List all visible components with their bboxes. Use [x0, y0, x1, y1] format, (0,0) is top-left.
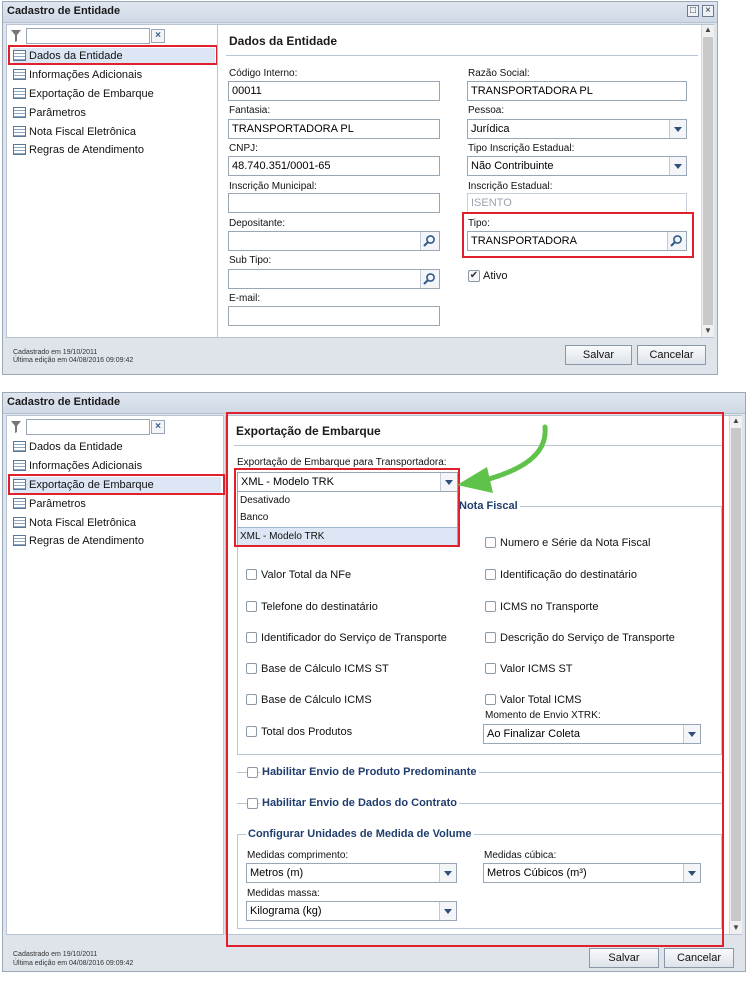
cubica-value: Metros Cúbicos (m³): [487, 867, 587, 879]
sidebar-item-label: Dados da Entidade: [29, 441, 123, 453]
pessoa-select[interactable]: [467, 119, 687, 139]
highlight-sidebar-exportacao: [8, 474, 225, 495]
highlight-export-dropdown: [234, 468, 460, 547]
ie-field: ISENTO: [467, 193, 687, 213]
ativo-checkbox[interactable]: ✔: [469, 270, 479, 281]
cubica-label: Medidas cúbica:: [484, 850, 557, 861]
checkbox-label: Identificação do destinatário: [500, 569, 637, 581]
scroll-down-icon[interactable]: ▼: [704, 326, 712, 335]
filter-icon: [11, 421, 21, 433]
scroll-down-icon[interactable]: ▼: [732, 923, 740, 932]
cnpj-label: CNPJ:: [229, 143, 258, 154]
cancel-button[interactable]: Cancelar: [664, 948, 734, 968]
list-icon: [13, 535, 26, 546]
divider: [226, 55, 698, 56]
list-icon: [13, 126, 26, 137]
search-icon[interactable]: [420, 232, 439, 250]
created-info: Cadastrado em 19/10/2011: [13, 951, 98, 958]
pessoa-value: Jurídica: [471, 123, 510, 135]
list-icon: [13, 144, 26, 155]
razao-field[interactable]: TRANSPORTADORA PL: [467, 81, 687, 101]
filter-icon: [11, 30, 21, 42]
main-panel: [217, 24, 714, 338]
close-icon[interactable]: ×: [702, 5, 714, 17]
pessoa-label: Pessoa:: [468, 105, 505, 116]
sidebar-item-parametros[interactable]: [13, 105, 86, 121]
depositante-label: Depositante:: [229, 218, 286, 229]
fantasia-field[interactable]: TRANSPORTADORA PL: [228, 119, 440, 139]
email-field[interactable]: [228, 306, 440, 326]
save-button[interactable]: Salvar: [589, 948, 659, 968]
im-field[interactable]: [228, 193, 440, 213]
sidebar-item-label: Informações Adicionais: [29, 460, 143, 472]
list-icon: [13, 69, 26, 80]
panel-title: Exportação de Embarque: [236, 424, 381, 438]
scrollbar[interactable]: [701, 25, 714, 337]
tipo-value: TRANSPORTADORA: [471, 235, 577, 247]
list-icon: [13, 517, 26, 528]
window-titlebar[interactable]: [3, 393, 745, 414]
sidebar-item-regras[interactable]: [13, 533, 144, 549]
scroll-up-icon[interactable]: ▲: [732, 416, 740, 425]
dropdown-option[interactable]: Desativado: [240, 495, 291, 506]
window-titlebar[interactable]: [3, 2, 717, 23]
cnpj-field[interactable]: 48.740.351/0001-65: [228, 156, 440, 176]
sidebar-item-regras[interactable]: [13, 142, 144, 158]
momento-value: Ao Finalizar Coleta: [487, 728, 580, 740]
scrollbar[interactable]: [729, 416, 742, 934]
sidebar-item-label: Exportação de Embarque: [29, 479, 154, 491]
window-title: Cadastro de Entidade: [7, 396, 121, 408]
dropdown-option[interactable]: Banco: [240, 512, 269, 523]
sidebar-item-informacoes[interactable]: [13, 458, 142, 474]
sidebar-item-informacoes[interactable]: [13, 67, 142, 83]
codigo-label: Código Interno:: [229, 68, 298, 79]
sidebar-item-label: Dados da Entidade: [29, 50, 123, 62]
checkbox-label: Descrição do Serviço de Transporte: [500, 632, 675, 644]
sidebar-item-label: Nota Fiscal Eletrônica: [29, 517, 136, 529]
chevron-down-icon[interactable]: [669, 120, 686, 138]
entity-window-1: [2, 1, 718, 375]
comprimento-label: Medidas comprimento:: [247, 850, 349, 861]
nf-group-title: Nota Fiscal: [459, 500, 518, 512]
sidebar-filter-input[interactable]: [26, 28, 150, 44]
checkbox-label: Telefone do destinatário: [261, 601, 378, 613]
sidebar-item-exportacao[interactable]: [13, 86, 154, 102]
scrollbar-thumb[interactable]: [731, 428, 741, 921]
chevron-down-icon[interactable]: [669, 157, 686, 175]
checkbox-label: Base de Cálculo ICMS ST: [261, 663, 389, 675]
sidebar-item-label: Nota Fiscal Eletrônica: [29, 126, 136, 138]
entity-window-2: [2, 392, 746, 972]
checkbox-label: Valor Total da NFe: [261, 569, 352, 581]
codigo-field[interactable]: 00011: [228, 81, 440, 101]
save-button[interactable]: Salvar: [565, 345, 632, 365]
created-info: Cadastrado em 19/10/2011: [13, 349, 98, 356]
massa-value: Kilograma (kg): [250, 905, 322, 917]
sidebar-item-label: Regras de Atendimento: [29, 535, 144, 547]
clear-filter-icon[interactable]: ×: [151, 420, 165, 434]
fantasia-label: Fantasia:: [229, 105, 271, 116]
panel-title: Dados da Entidade: [229, 34, 338, 48]
scroll-up-icon[interactable]: ▲: [704, 25, 712, 34]
list-icon: [13, 498, 26, 509]
sidebar-item-label: Parâmetros: [29, 498, 86, 510]
email-label: E-mail:: [229, 293, 261, 304]
dropdown-option[interactable]: XML - Modelo TRK: [238, 527, 457, 545]
subtipo-label: Sub Tipo:: [229, 255, 272, 266]
restore-icon[interactable]: □: [687, 5, 699, 17]
comprimento-value: Metros (m): [250, 867, 304, 879]
tipo-ie-value: Não Contribuinte: [471, 160, 554, 172]
checkbox-label: Total dos Produtos: [261, 726, 353, 738]
checkbox-label: ICMS no Transporte: [500, 601, 599, 613]
cancel-button[interactable]: Cancelar: [637, 345, 706, 365]
list-icon: [13, 107, 26, 118]
sidebar-filter-input[interactable]: [26, 419, 150, 435]
checkbox-label: Base de Cálculo ICMS: [261, 694, 372, 706]
im-label: Inscrição Municipal:: [229, 181, 317, 192]
export-label: Exportação de Embarque para Transportadora:: [237, 457, 447, 468]
sidebar: [6, 24, 218, 338]
export-value: XML - Modelo TRK: [241, 476, 334, 488]
sidebar-item-nfe[interactable]: [13, 124, 136, 140]
list-icon: [13, 441, 26, 452]
scrollbar-thumb[interactable]: [703, 37, 713, 325]
ie-label: Inscrição Estadual:: [468, 181, 553, 192]
edited-info: Última edição em 04/08/2016 09:09:42: [13, 960, 134, 967]
contrato-group-title: Habilitar Envio de Dados do Contrato: [262, 797, 457, 809]
tipo-ie-label: Tipo Inscrição Estadual:: [468, 143, 575, 154]
subtipo-field[interactable]: [228, 269, 440, 289]
razao-label: Razão Social:: [468, 68, 530, 79]
sidebar-item-nfe[interactable]: [13, 515, 136, 531]
tipo-ie-select[interactable]: [467, 156, 687, 176]
checkbox-label: Numero e Série da Nota Fiscal: [500, 537, 651, 549]
highlight-tipo-field: [462, 212, 694, 258]
highlight-sidebar-dados: [8, 45, 218, 65]
green-arrow-icon: [451, 423, 551, 503]
checkbox-label: Identificador do Serviço de Transporte: [261, 632, 447, 644]
depositante-field[interactable]: [228, 231, 440, 251]
list-icon: [13, 460, 26, 471]
edited-info: Última edição em 04/08/2016 09:09:42: [13, 357, 134, 364]
sidebar-item-dados[interactable]: [13, 439, 123, 455]
tipo-label: Tipo:: [468, 218, 490, 229]
checkbox-label: Valor ICMS ST: [500, 663, 573, 675]
produto-group-title: Habilitar Envio de Produto Predominante: [262, 766, 477, 778]
window-title: Cadastro de Entidade: [7, 5, 121, 17]
ativo-label: Ativo: [483, 270, 508, 282]
momento-label: Momento de Envio XTRK:: [485, 710, 601, 721]
search-icon[interactable]: [420, 270, 439, 288]
sidebar-item-label: Parâmetros: [29, 107, 86, 119]
massa-label: Medidas massa:: [247, 888, 320, 899]
clear-filter-icon[interactable]: ×: [151, 29, 165, 43]
sidebar-item-label: Informações Adicionais: [29, 69, 143, 81]
sidebar-item-label: Regras de Atendimento: [29, 144, 144, 156]
checkbox-label: Valor Total ICMS: [500, 694, 582, 706]
list-icon: [13, 88, 26, 99]
sidebar-item-parametros[interactable]: [13, 496, 86, 512]
unidades-group-title: Configurar Unidades de Medida de Volume: [248, 828, 472, 840]
sidebar-item-label: Exportação de Embarque: [29, 88, 154, 100]
